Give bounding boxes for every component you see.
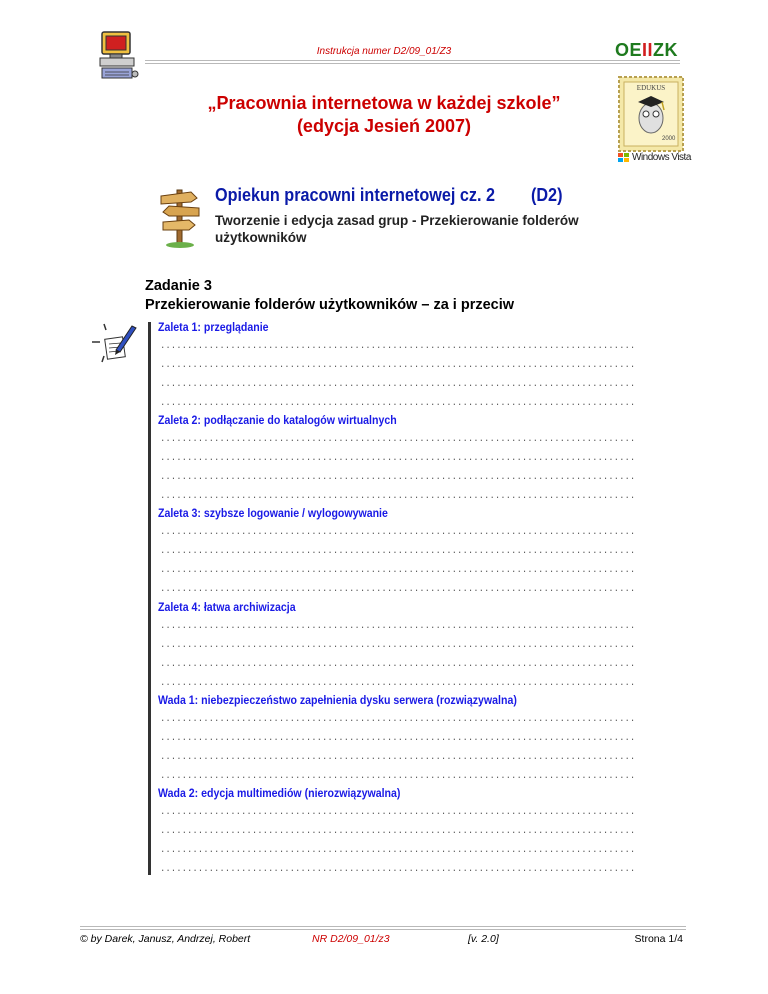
task-title: Przekierowanie folderów użytkowników – za i przeciw: [145, 297, 515, 313]
footer-copyright: © by Darek, Janusz, Andrzej, Robert: [80, 933, 251, 945]
task-heading: [145, 277, 514, 315]
answer-line[interactable]: ........................................................................................: [160, 751, 636, 762]
answer-line[interactable]: ........................................................................................: [160, 360, 636, 370]
item-label: Zaleta 3: szybsze logowanie / wylogowywanie: [158, 508, 388, 521]
instruction-number: Instrukcja numer D2/09_01/Z3: [316, 46, 452, 57]
item-label: Wada 1: niebezpieczeństwo zapełnienia dysku serwera (rozwiązywalna): [158, 694, 517, 707]
answer-line[interactable]: ........................................................................................: [160, 732, 636, 743]
answer-line[interactable]: ........................................................................................: [160, 341, 636, 351]
answer-line[interactable]: ........................................................................................: [160, 453, 636, 464]
module-subtitle: Tworzenie i edycja zasad grup - Przekierowanie folderów użytkowników: [215, 213, 579, 245]
main-title-line1: „Pracownia internetowa w każdej szkole”: [207, 93, 561, 113]
logo-zk: ZK: [653, 40, 679, 60]
answer-line[interactable]: ........................................................................................: [160, 491, 636, 502]
answer-line[interactable]: ........................................................................................: [160, 527, 636, 538]
logo-e: E: [629, 40, 643, 60]
oeiizk-logo: [615, 40, 678, 61]
footer-divider: [80, 926, 686, 930]
windows-vista-text: Windows Vista: [632, 152, 691, 163]
pen-icon: [90, 322, 138, 364]
stamp-year: 2000: [662, 136, 676, 142]
logo-o: O: [615, 40, 630, 60]
answer-line[interactable]: ........................................................................................: [160, 845, 636, 855]
answer-line[interactable]: ........................................................................................: [160, 826, 636, 836]
header-divider: [145, 60, 680, 64]
signpost-icon: [155, 184, 205, 248]
answer-line[interactable]: ........................................................................................: [160, 807, 636, 817]
logo-ii: II: [642, 40, 654, 60]
item-label: Wada 2: edycja multimediów (nierozwiązywalna): [158, 788, 401, 800]
answer-line[interactable]: ........................................................................................: [160, 713, 636, 724]
stamp-text: EDUKUS: [636, 84, 666, 92]
item-label: Zaleta 4: łatwa archiwizacja: [158, 601, 296, 614]
answer-line[interactable]: ........................................................................................: [160, 565, 636, 576]
footer-nr: NR D2/09_01/z3: [312, 933, 390, 945]
answer-line[interactable]: ........................................................................................: [160, 398, 636, 408]
item-label: Zaleta 1: przeglądanie: [158, 322, 269, 334]
answer-line[interactable]: ........................................................................................: [160, 620, 636, 631]
answer-line[interactable]: ........................................................................................: [160, 546, 636, 557]
section-bar: [148, 322, 151, 875]
answer-line[interactable]: ........................................................................................: [160, 639, 636, 650]
windows-flag-icon: [618, 153, 630, 163]
answer-line[interactable]: ........................................................................................: [160, 472, 636, 483]
answer-line[interactable]: ........................................................................................: [160, 677, 636, 688]
answer-line[interactable]: ........................................................................................: [160, 864, 636, 874]
task-number: Zadanie 3: [145, 278, 212, 294]
main-title-line2: (edycja Jesień 2007): [296, 116, 472, 136]
answer-line[interactable]: ........................................................................................: [160, 379, 636, 389]
answer-line[interactable]: ........................................................................................: [160, 658, 636, 669]
footer-page: Strona 1/4: [634, 933, 683, 945]
footer-version: [v. 2.0]: [468, 933, 499, 945]
item-label: Zaleta 2: podłączanie do katalogów wirtualnych: [158, 415, 397, 428]
answer-line[interactable]: ........................................................................................: [160, 584, 636, 595]
windows-vista-logo: [618, 152, 691, 163]
answer-line[interactable]: ........................................................................................: [160, 434, 636, 445]
answer-line[interactable]: ........................................................................................: [160, 770, 636, 781]
module-title: Opiekun pracowni internetowej cz. 2 (D2): [215, 185, 563, 205]
main-title: [0, 92, 768, 138]
